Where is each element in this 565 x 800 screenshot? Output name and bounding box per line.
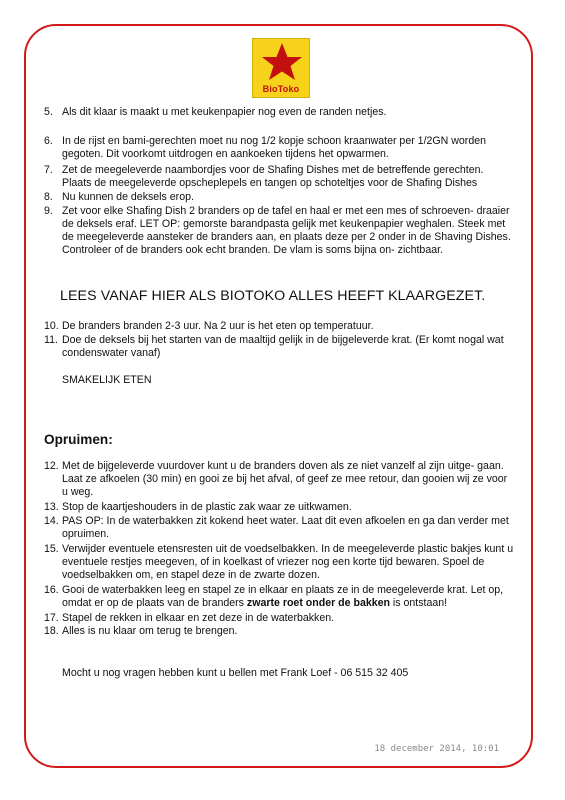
step-text: Stop de kaartjeshouders in de plastic zak waar ze uitkwamen. xyxy=(62,501,352,513)
step-number: 9. xyxy=(44,205,53,217)
list-item xyxy=(44,334,514,360)
star-icon xyxy=(257,41,307,85)
timestamp: 18 december 2014, 10:01 xyxy=(374,744,499,754)
list-item xyxy=(44,625,514,638)
list-item xyxy=(44,205,514,257)
list-item xyxy=(44,320,514,333)
step-text: Zet de meegeleverde naambordjes voor de Shafing Dishes met de betreffende gerechten. Plaats de meegeleverde opscheplepels en tangen op schoteltjes voor de Shafing Dishes xyxy=(62,164,484,189)
list-item xyxy=(44,501,514,514)
list-item xyxy=(44,460,514,499)
step-number: 15. xyxy=(44,543,59,555)
list-item xyxy=(44,191,514,204)
step-text: De branders branden 2-3 uur. Na 2 uur is het eten op temperatuur. xyxy=(62,320,374,332)
biotoko-logo xyxy=(252,38,310,98)
step-text: Als dit klaar is maakt u met keukenpapier nog even de randen netjes. xyxy=(62,106,387,118)
banner-heading: LEES VANAF HIER ALS BIOTOKO ALLES HEEFT KLAARGEZET. xyxy=(60,288,486,304)
step-text: Stapel de rekken in elkaar en zet deze in de waterbakken. xyxy=(62,612,335,624)
step-number: 8. xyxy=(44,191,53,203)
step-text: In de rijst en bami-gerechten moet nu nog 1/2 kopje schoon kraanwater per 1/2GN worden gegoten. Dit voorkomt uitdrogen en aankoeken tijdens het opwarmen. xyxy=(62,135,486,160)
step-text: Alles is nu klaar om terug te brengen. xyxy=(62,625,238,637)
list-item xyxy=(44,106,514,119)
step-number: 16. xyxy=(44,584,59,596)
step-number: 11. xyxy=(44,334,58,346)
step-text: Gooi de waterbakken leeg en stapel ze in elkaar en plaats ze in de meegeleverde krat. Let op, omdat er op de plaats van de branders zwarte roet onder de bakken is ontstaan! xyxy=(62,584,504,609)
logo-text: BioToko xyxy=(262,84,300,94)
step-text: Doe de deksels bij het starten van de maaltijd gelijk in de bijgeleverde krat. (Er komt nogal wat condenswater vanaf) xyxy=(62,334,504,359)
list-item xyxy=(44,612,514,625)
step-number: 17. xyxy=(44,612,59,624)
list-item xyxy=(44,584,514,610)
list-item xyxy=(44,515,514,541)
step-number: 14. xyxy=(44,515,59,527)
step-number: 12. xyxy=(44,460,59,472)
list-item xyxy=(44,543,514,582)
list-item xyxy=(44,135,514,161)
section-heading: Opruimen: xyxy=(44,432,113,447)
step-number: 5. xyxy=(44,106,53,118)
step-text: Met de bijgeleverde vuurdover kunt u de branders doven als ze niet vanzelf al zijn uitge- gaan. Laat ze afkoelen (30 min) en gooi ze bij het afval, of geef ze mee retour, dan gooien wij ze voor u weg. xyxy=(62,460,508,498)
warning-text: zwarte roet onder de bakken xyxy=(246,597,390,609)
step-number: 6. xyxy=(44,135,53,147)
step-text: PAS OP: In de waterbakken zit kokend heet water. Laat dit even afkoelen en ga dan verder met opruimen. xyxy=(62,515,509,540)
step-text: Verwijder eventuele etensresten uit de voedselbakken. In de meegeleverde plastic bakjes kunt u eventuele restjes meegeven, of in koelkast of vriezer nog een korte tijd bewaren. Spoel de voedselbakken om, en stapel deze in de zwarte dozen. xyxy=(62,543,514,581)
step-number: 18. xyxy=(44,625,59,637)
step-number: 7. xyxy=(44,164,53,176)
step-text: Nu kunnen de deksels erop. xyxy=(62,191,194,203)
step-text: Zet voor elke Shafing Dish 2 branders op de tafel en haal er met een mes of schroeven- draaier de deksels eraf. LET OP: gemorste barandpasta gelijk met keukenpapier weghalen. Steek met de meegeleverde aansteker de branders aan, en plaats deze per 2 onder in de Shaving Dishes. Controleer of de branders ook echt branden. De vlam is soms bijna on- zichtbaar. xyxy=(62,205,511,256)
closing-phrase: SMAKELIJK ETEN xyxy=(62,374,152,386)
step-number: 13. xyxy=(44,501,59,513)
step-number: 10. xyxy=(44,320,59,332)
contact-line: Mocht u nog vragen hebben kunt u bellen met Frank Loef - 06 515 32 405 xyxy=(62,667,409,679)
list-item xyxy=(44,164,514,190)
